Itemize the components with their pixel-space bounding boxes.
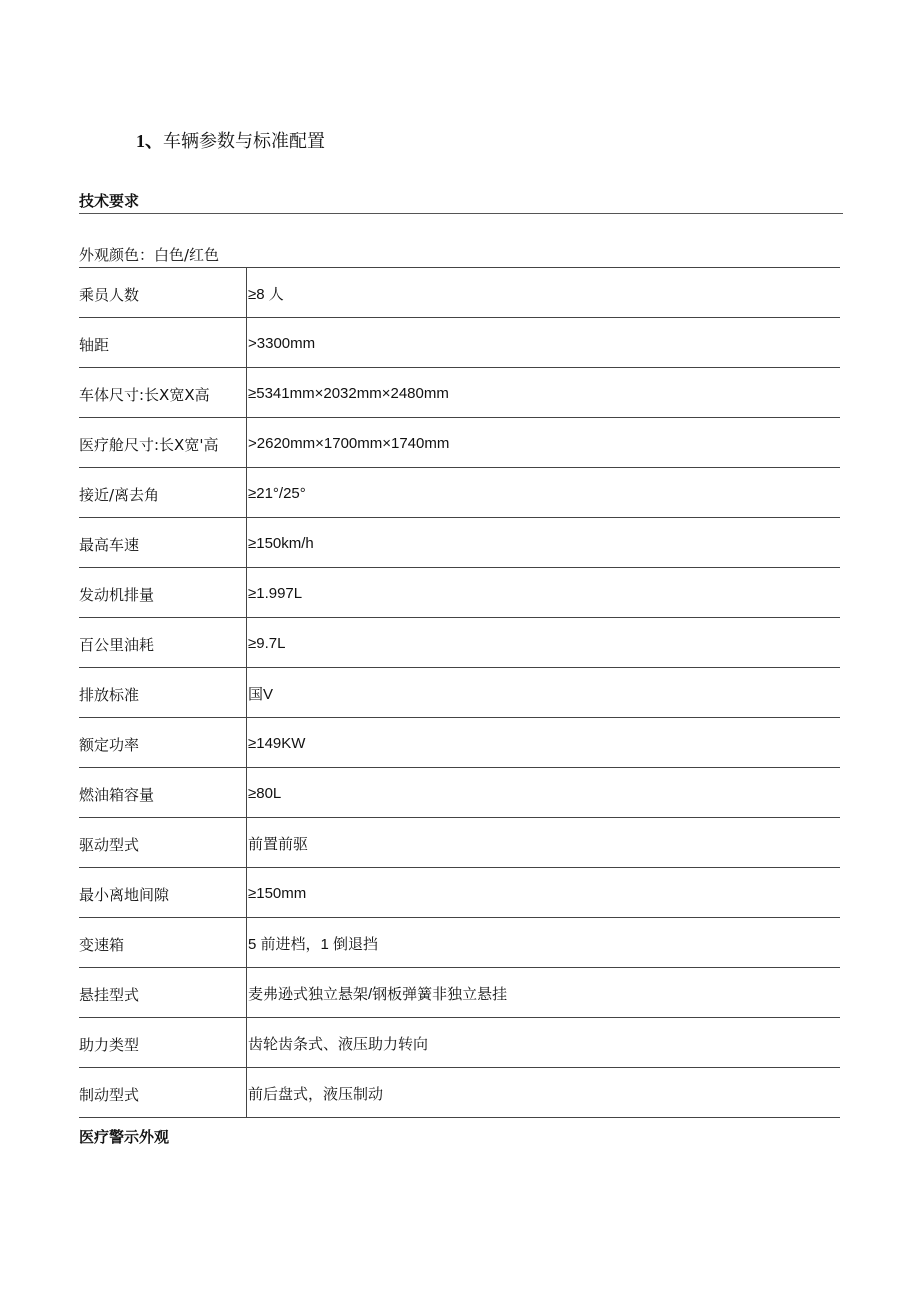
spec-label: 乘员人数 [79, 268, 247, 317]
spec-value: 齿轮齿条式、液压助力转向 [248, 1036, 429, 1053]
table-row [79, 418, 840, 468]
spec-label: 百公里油耗 [79, 618, 247, 667]
spec-label: 排放标准 [79, 668, 247, 717]
table-row [79, 318, 840, 368]
table-row [79, 468, 840, 518]
spec-value: 国V [248, 686, 274, 703]
spec-value: 前置前驱 [248, 836, 309, 853]
spec-label: 燃油箱容量 [79, 768, 247, 817]
heading-text: 车辆参数与标准配置 [163, 131, 325, 152]
spec-label: 助力类型 [79, 1018, 247, 1067]
spec-label: 变速箱 [79, 918, 247, 967]
heading-number: 1、 [136, 131, 163, 151]
spec-value: ≥150mm [248, 885, 307, 902]
spec-value: ≥8 人 [248, 286, 284, 303]
spec-label: 接近/离去角 [79, 468, 247, 517]
spec-value: >2620mm×1700mm×1740mm [248, 435, 450, 452]
spec-value: ≥5341mm×2032mm×2480mm [248, 385, 449, 402]
section-divider [79, 213, 843, 214]
spec-label: 制动型式 [79, 1068, 247, 1117]
table-row [79, 718, 840, 768]
spec-value: >3300mm [248, 335, 316, 352]
spec-label: 悬挂型式 [79, 968, 247, 1017]
table-row [79, 1068, 840, 1118]
table-row [79, 968, 840, 1018]
spec-value: ≥80L [248, 785, 282, 802]
page-heading [136, 128, 325, 155]
table-row [79, 618, 840, 668]
section-title-medical-warning: 医疗警示外观 [79, 1128, 170, 1146]
table-row [79, 668, 840, 718]
table-row [79, 568, 840, 618]
exterior-color-line: 外观颜色：白色/红色 [79, 246, 220, 264]
table-row [79, 768, 840, 818]
spec-label: 车体尺寸:长X宽X高 [79, 368, 247, 417]
spec-value: ≥149KW [248, 735, 306, 752]
spec-value: ≥1.997L [248, 585, 303, 602]
spec-value: ≥21°/25° [248, 485, 306, 502]
table-row [79, 368, 840, 418]
spec-value: 5 前进档，1 倒退挡 [248, 936, 379, 953]
table-row [79, 818, 840, 868]
table-row [79, 1018, 840, 1068]
spec-label: 轴距 [79, 318, 247, 367]
spec-table [79, 267, 840, 1118]
spec-value: ≥9.7L [248, 635, 286, 652]
table-row [79, 518, 840, 568]
spec-value: ≥150km/h [248, 535, 314, 552]
table-row [79, 868, 840, 918]
section-title-tech-requirements: 技术要求 [79, 192, 140, 210]
spec-value: 前后盘式，液压制动 [248, 1086, 384, 1103]
spec-value: 麦弗逊式独立悬架/钢板弹簧非独立悬挂 [248, 986, 508, 1003]
spec-label: 医疗舱尺寸:长X宽'高 [79, 418, 247, 467]
spec-label: 发动机排量 [79, 568, 247, 617]
spec-label: 最高车速 [79, 518, 247, 567]
table-row [79, 268, 840, 318]
spec-label: 最小离地间隙 [79, 868, 247, 917]
spec-label: 额定功率 [79, 718, 247, 767]
spec-label: 驱动型式 [79, 818, 247, 867]
table-row [79, 918, 840, 968]
